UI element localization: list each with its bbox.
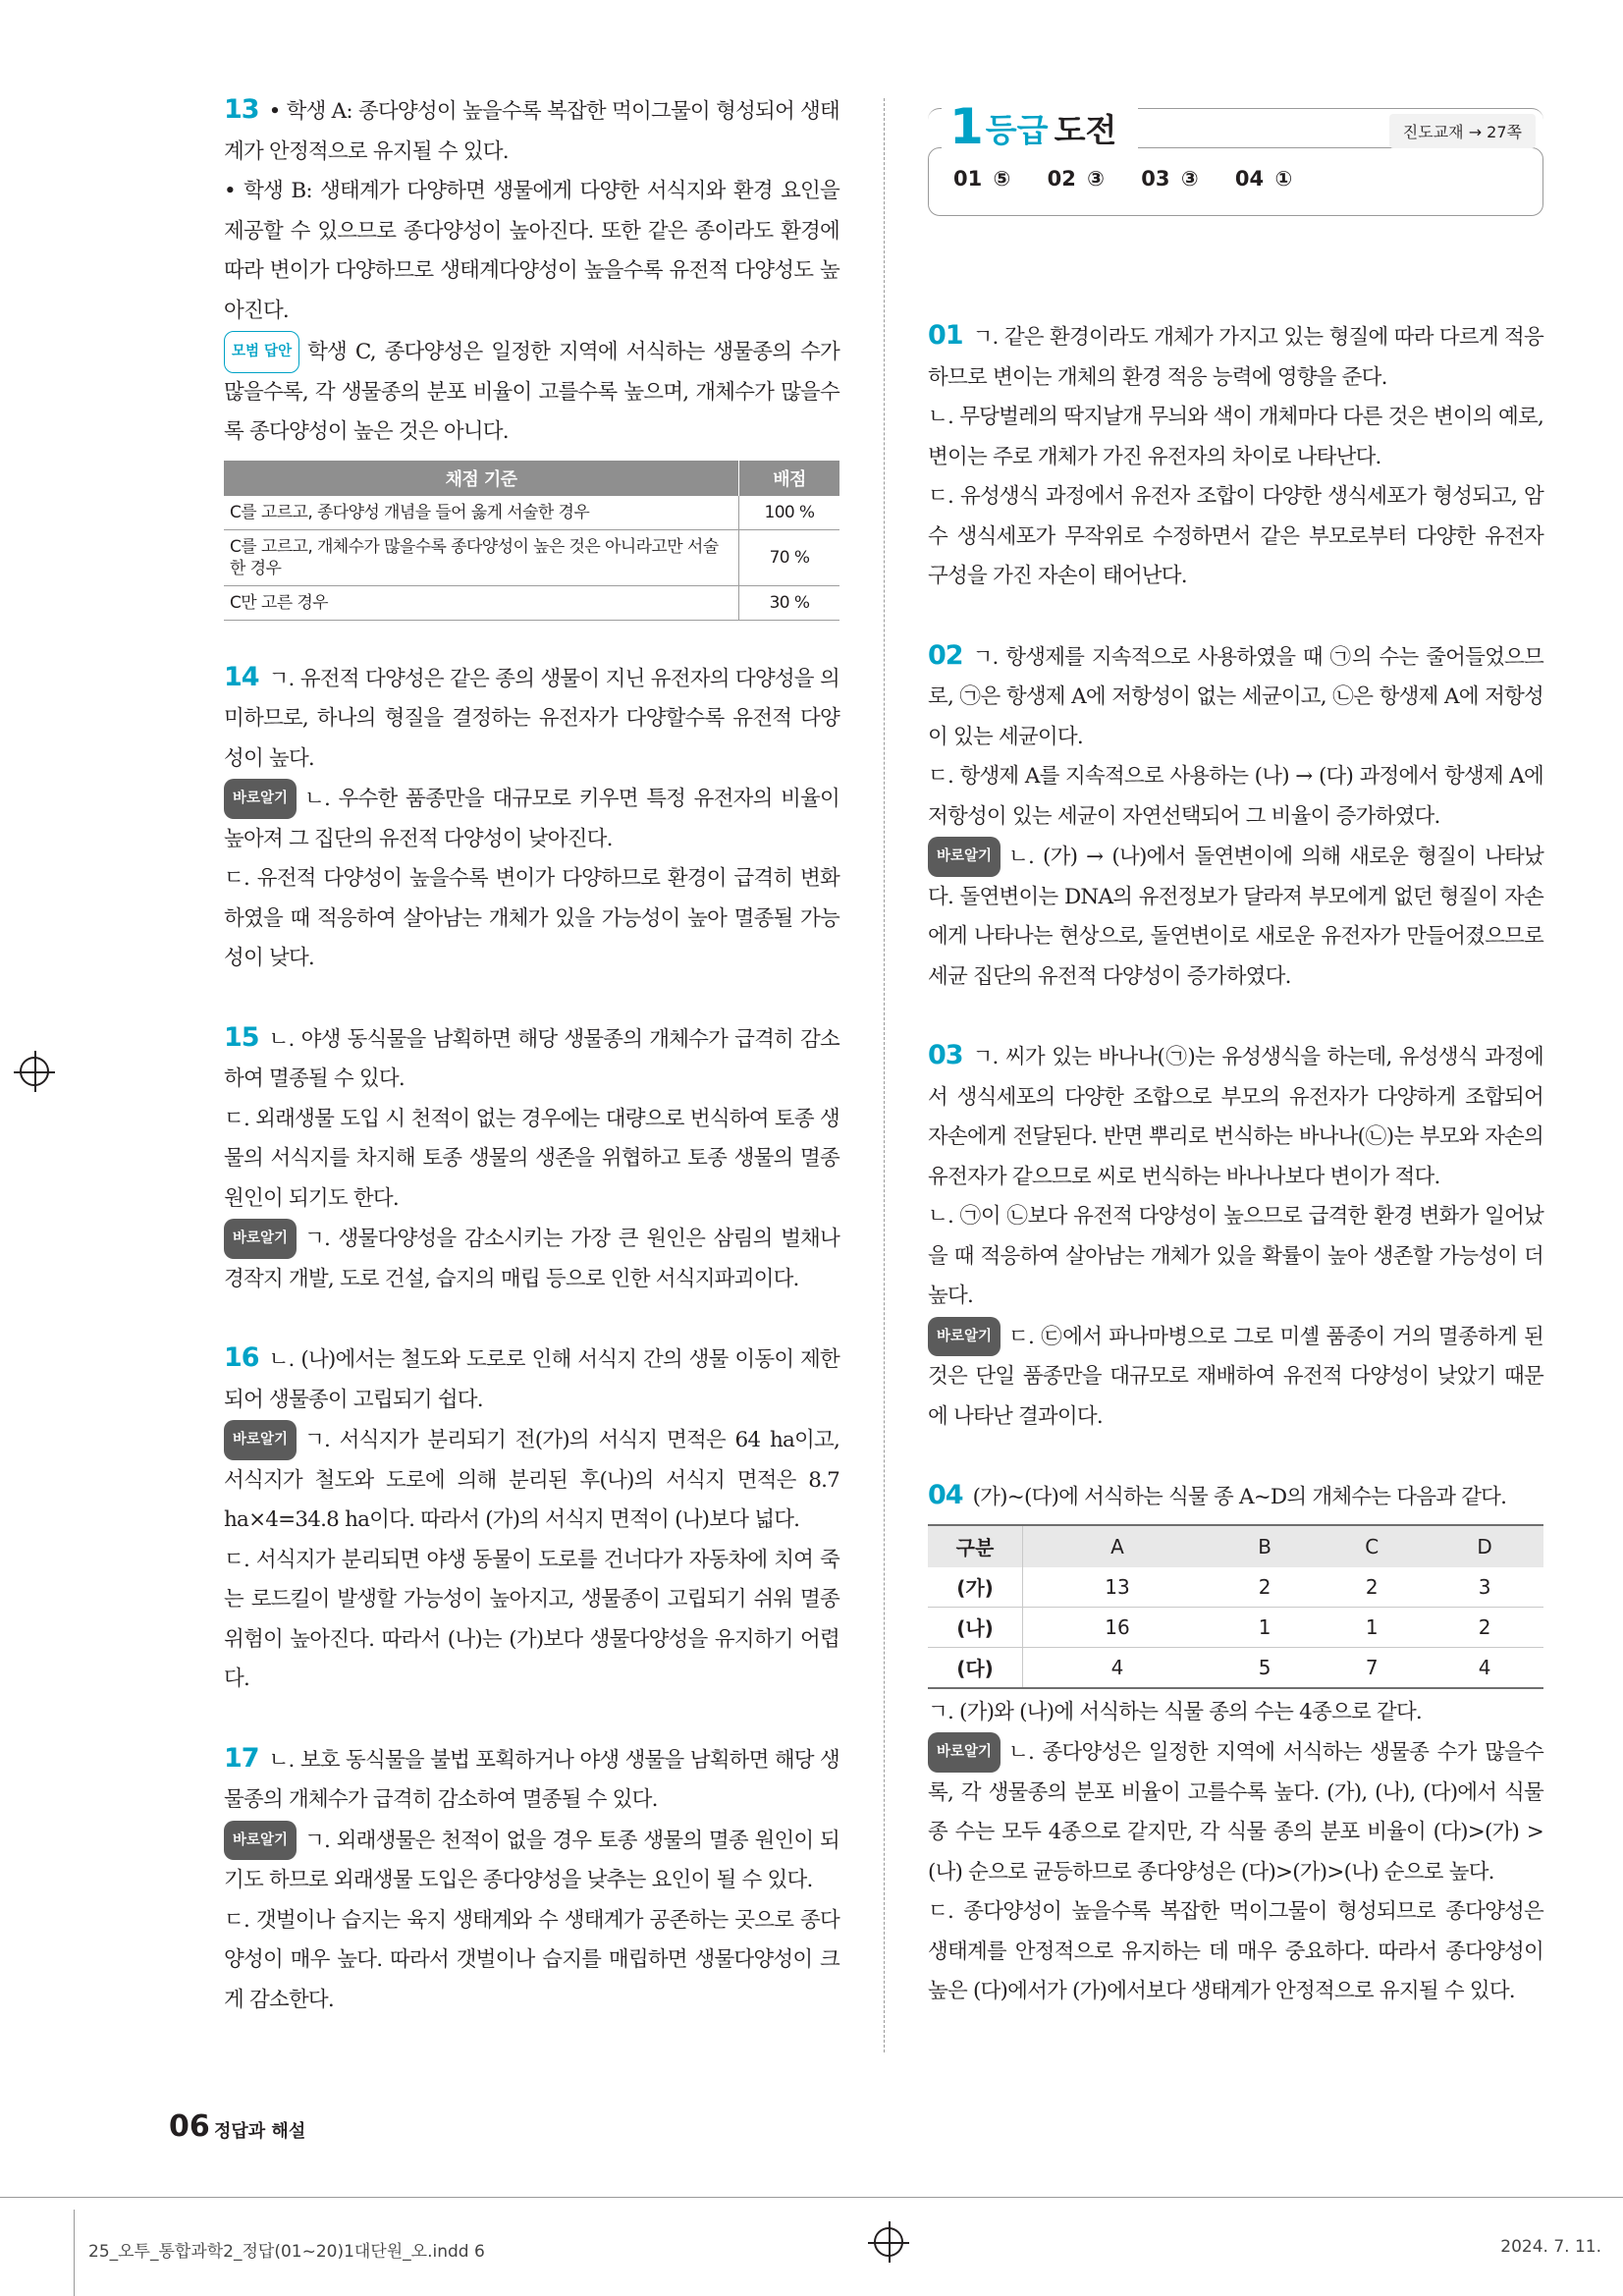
table-cell: (가) — [928, 1567, 1023, 1608]
table-header: D — [1426, 1525, 1543, 1567]
answer-text: ㄱ. 생물다양성을 감소시키는 가장 큰 원인은 삼림의 벌채나 경작지 개발, 도로 건설, 습지의 매립 등으로 인한 서식지파괴이다. — [224, 1227, 839, 1291]
column-divider — [884, 98, 885, 2052]
table-row — [224, 496, 839, 530]
table-cell: 4 — [1426, 1647, 1543, 1688]
answer-text: ㄷ. 종다양성이 높을수록 복잡한 먹이그물이 형성되므로 종다양성은 생태계를 안정적으로 유지하는 데 매우 중요하다. 따라서 종다양성이 높은 (다)에서가 (가)에서보다 생태계가 안정적으로 유지될 수 있다. — [928, 1899, 1543, 2003]
answer-text: ㄷ. 서식지가 분리되면 야생 동물이 도로를 건너다가 자동차에 치여 죽는 로드킬이 발생할 가능성이 높아지고, 생물종이 고립되기 쉬워 멸종 위험이 높아진다. 따라서 (나)는 (가)보다 생물다양성을 유지하기 어렵다. — [224, 1547, 839, 1691]
question-number: 14 — [224, 661, 259, 692]
table-header: 구분 — [928, 1525, 1023, 1567]
table-row — [928, 1567, 1543, 1608]
answer-text: ㄴ. 종다양성은 일정한 지역에 서식하는 생물종 수가 많을수록, 각 생물종의 분포 비율이 고를수록 높다. (가), (나), (다)에서 식물 종 수는 모두 4종으로 같지만, 각 식물 종의 분포 비율이 (다)>(가) >(나) 순으로 균등하므로 종다양성은 (다)>(가)>(나) 순으로 높다. — [928, 1740, 1543, 1885]
table-header: A — [1023, 1525, 1212, 1567]
answer-text: ㄷ. 유성생식 과정에서 유전자 조합이 다양한 생식세포가 형성되고, 암수 생식세포가 무작위로 수정하면서 같은 부모로부터 다양한 유전자 구성을 가진 자손이 태어난다. — [928, 484, 1543, 588]
answer-item: 03 ③ — [1141, 167, 1199, 191]
answer-text: ㄴ. 무당벌레의 딱지날개 무늬와 색이 개체마다 다른 것은 변이의 예로, 변이는 주로 개체가 가진 유전자의 차이로 나타난다. — [928, 405, 1543, 469]
answer-text: (가)~(다)에 서식하는 식물 종 A~D의 개체수는 다음과 같다. — [972, 1485, 1507, 1509]
answer-item: 01 ⑤ — [953, 167, 1011, 191]
table-cell: 4 — [1023, 1647, 1212, 1688]
correction-badge: 바로알기 — [928, 1317, 1001, 1357]
answer-text: ㄱ. 서식지가 분리되기 전(가)의 서식지 면적은 64 ha이고, 서식지가 철도와 도로에 의해 분리된 후(나)의 서식지 면적은 8.7 ha×4=34.8 ha이다. 따라서 (가)의 서식지 면적이 (나)보다 넓다. — [224, 1428, 839, 1532]
grade-label: 등급 — [985, 111, 1049, 149]
table-row — [928, 1647, 1543, 1688]
correction-badge: 바로알기 — [224, 1219, 297, 1259]
challenge-label: 도전 — [1054, 111, 1117, 149]
answer-text: 학생 C, 종다양성은 일정한 지역에 서식하는 생물종의 수가 많을수록, 각 생물종의 분포 비율이 고를수록 높으며, 개체수가 많을수록 종다양성이 높은 것은 아니다. — [224, 340, 839, 444]
left-column — [224, 90, 839, 2059]
table-cell: C만 고른 경우 — [224, 585, 739, 620]
table-cell: 70 % — [739, 529, 840, 585]
page-label: 정답과 해설 — [214, 2121, 306, 2142]
question-14 — [224, 658, 839, 979]
table-cell: 100 % — [739, 496, 840, 530]
question-number: 03 — [928, 1040, 963, 1070]
answer-text: ㄴ. (나)에서는 철도와 도로로 인해 서식지 간의 생물 이동이 제한되어 생물종이 고립되기 쉽다. — [224, 1347, 839, 1412]
answer-text: ㄴ. ㉠이 ㉡보다 유전적 다양성이 높으므로 급격한 환경 변화가 일어났을 때 적응하여 살아남는 개체가 있을 확률이 높아 생존할 가능성이 더 높다. — [928, 1204, 1543, 1308]
correction-badge: 바로알기 — [224, 1821, 297, 1861]
answer-text: ㄷ. 외래생물 도입 시 천적이 없는 경우에는 대량으로 번식하여 토종 생물의 서식지를 차지해 토종 생물의 생존을 위협하고 토종 생물의 멸종 원인이 되기도 한다. — [224, 1106, 839, 1211]
table-header: C — [1318, 1525, 1426, 1567]
answer-key — [953, 167, 1318, 191]
footer-divider — [74, 2210, 75, 2296]
table-cell: 16 — [1023, 1607, 1212, 1647]
challenge-header — [928, 94, 1543, 271]
answer-text: ㄱ. 외래생물은 천적이 없을 경우 토종 생물의 멸종 원인이 되기도 하므로 외래생물 도입은 종다양성을 낮추는 요인이 될 수 있다. — [224, 1828, 839, 1892]
table-cell: 13 — [1023, 1567, 1212, 1608]
answer-text: ㄷ. 갯벌이나 습지는 육지 생태계와 수 생태계가 공존하는 곳으로 종다양성이 매우 높다. 따라서 갯벌이나 습지를 매립하면 생물다양성이 크게 감소한다. — [224, 1907, 839, 2012]
table-cell: (다) — [928, 1647, 1023, 1688]
print-file-info: 25_오투_통합과학2_정답(01~20)1대단원_오.indd 6 — [88, 2242, 485, 2262]
answer-text: ㄷ. ㉢에서 파나마병으로 그로 미셸 품종이 거의 멸종하게 된 것은 단일 품종만을 대규모로 재배하여 유전적 다양성이 낮았기 때문에 나타난 결과이다. — [928, 1324, 1543, 1429]
registration-mark-icon — [874, 2227, 903, 2257]
question-number: 13 — [224, 94, 259, 125]
table-cell: (나) — [928, 1607, 1023, 1647]
answer-text: ㄴ. (가) → (나)에서 돌연변이에 의해 새로운 형질이 나타났다. 돌연변이는 DNA의 유전정보가 달라져 부모에게 없던 형질이 자손에게 나타나는 현상으로, 돌연변이로 새로운 유전자가 만들어졌으므로 세균 집단의 유전적 다양성이 증가하였다. — [928, 845, 1543, 989]
answer-text: ㄱ. 같은 환경이라도 개체가 가지고 있는 형질에 따라 다르게 적응하므로 변이는 개체의 환경 적응 능력에 영향을 준다. — [928, 325, 1543, 390]
table-row — [224, 585, 839, 620]
table-cell: 3 — [1426, 1567, 1543, 1608]
question-01 — [928, 316, 1543, 597]
question-03 — [928, 1036, 1543, 1437]
table-cell: 2 — [1318, 1567, 1426, 1608]
table-cell: 7 — [1318, 1647, 1426, 1688]
table-header: 배점 — [739, 461, 840, 496]
plant-population-table — [928, 1524, 1543, 1689]
scoring-table — [224, 461, 839, 621]
answer-text: ㄴ. 우수한 품종만을 대규모로 키우면 특정 유전자의 비율이 높아져 그 집단의 유전적 다양성이 낮아진다. — [224, 787, 839, 851]
table-header: B — [1212, 1525, 1318, 1567]
question-number: 16 — [224, 1342, 259, 1373]
question-16 — [224, 1339, 839, 1700]
correction-badge: 바로알기 — [224, 779, 297, 819]
table-cell: 1 — [1318, 1607, 1426, 1647]
table-row — [928, 1607, 1543, 1647]
correction-badge: 바로알기 — [928, 837, 1001, 877]
right-column — [928, 94, 1543, 2051]
question-13 — [224, 90, 839, 621]
grade-number: 1 — [949, 98, 984, 155]
answer-text: ㄱ. 항생제를 지속적으로 사용하였을 때 ㉠의 수는 줄어들었으므로, ㉠은 항생제 A에 저항성이 없는 세균이고, ㉡은 항생제 A에 저항성이 있는 세균이다. — [928, 644, 1543, 749]
answer-text: • 학생 B: 생태계가 다양하면 생물에게 다양한 서식지와 환경 요인을 제공할 수 있으므로 종다양성이 높아진다. 또한 같은 종이라도 환경에 따라 변이가 다양하므로 생태계다양성이 높을수록 유전적 다양성도 높아진다. — [224, 179, 839, 323]
section-title — [942, 96, 1138, 155]
answer-text: ㄴ. 보호 동식물을 불법 포획하거나 야생 생물을 남획하면 해당 생물종의 개체수가 급격히 감소하여 멸종될 수 있다. — [224, 1747, 839, 1812]
table-header: 채점 기준 — [224, 461, 739, 496]
question-15 — [224, 1018, 839, 1300]
question-number: 02 — [928, 639, 963, 671]
answer-text: • 학생 A: 종다양성이 높을수록 복잡한 먹이그물이 형성되어 생태계가 안정적으로 유지될 수 있다. — [224, 99, 839, 164]
answer-text: ㄴ. 야생 동식물을 남획하면 해당 생물종의 개체수가 급격히 감소하여 멸종될 수 있다. — [224, 1026, 839, 1091]
correction-badge: 바로알기 — [224, 1420, 297, 1460]
table-cell: C를 고르고, 종다양성 개념을 들어 옳게 서술한 경우 — [224, 496, 739, 530]
answer-text: ㄱ. 씨가 있는 바나나(㉠)는 유성생식을 하는데, 유성생식 과정에서 생식세포의 다양한 조합으로 부모의 유전자가 다양하게 조합되어 자손에게 전달된다. 반면 뿌리로 번식하는 바나나(㉡)는 부모와 자손의 유전자가 같으므로 씨로 번식하는 바나나보다 변이가 적다. — [928, 1045, 1543, 1189]
table-cell: 5 — [1212, 1647, 1318, 1688]
answer-text: ㄷ. 유전적 다양성이 높을수록 변이가 다양하므로 환경이 급격히 변화하였을 때 적응하여 살아남는 개체가 있을 가능성이 높아 멸종될 가능성이 낮다. — [224, 866, 839, 970]
print-date: 2024. 7. 11. — [1500, 2237, 1601, 2257]
table-cell: 1 — [1212, 1607, 1318, 1647]
registration-mark-icon — [20, 1057, 49, 1086]
question-17 — [224, 1739, 839, 2021]
table-cell: 30 % — [739, 585, 840, 620]
question-number: 17 — [224, 1742, 259, 1774]
question-number: 15 — [224, 1021, 259, 1053]
footer-divider — [0, 2197, 1623, 2198]
answer-item: 04 ① — [1234, 167, 1293, 191]
answer-text: ㄷ. 항생제 A를 지속적으로 사용하는 (나) → (다) 과정에서 항생제 A에 저항성이 있는 세균이 자연선택되어 그 비율이 증가하였다. — [928, 764, 1543, 829]
table-cell: 2 — [1426, 1607, 1543, 1647]
textbook-reference: 진도교재 → 27쪽 — [1389, 114, 1536, 148]
table-cell: C를 고르고, 개체수가 많을수록 종다양성이 높은 것은 아니라고만 서술한 경우 — [224, 529, 739, 585]
correction-badge: 바로알기 — [928, 1732, 1001, 1773]
question-04 — [928, 1476, 1543, 2012]
question-number: 01 — [928, 320, 963, 351]
model-answer-badge: 모범 답안 — [224, 331, 299, 373]
question-number: 04 — [928, 1480, 963, 1510]
table-cell: 2 — [1212, 1567, 1318, 1608]
table-row — [224, 529, 839, 585]
answer-text: ㄱ. 유전적 다양성은 같은 종의 생물이 지닌 유전자의 다양성을 의미하므로, 하나의 형질을 결정하는 유전자가 다양할수록 유전적 다양성이 높다. — [224, 666, 839, 771]
answer-text: ㄱ. (가)와 (나)에 서식하는 식물 종의 수는 4종으로 같다. — [928, 1699, 1422, 1724]
answer-item: 02 ③ — [1047, 167, 1105, 191]
page-number: 06 — [169, 2109, 210, 2144]
question-02 — [928, 636, 1543, 998]
